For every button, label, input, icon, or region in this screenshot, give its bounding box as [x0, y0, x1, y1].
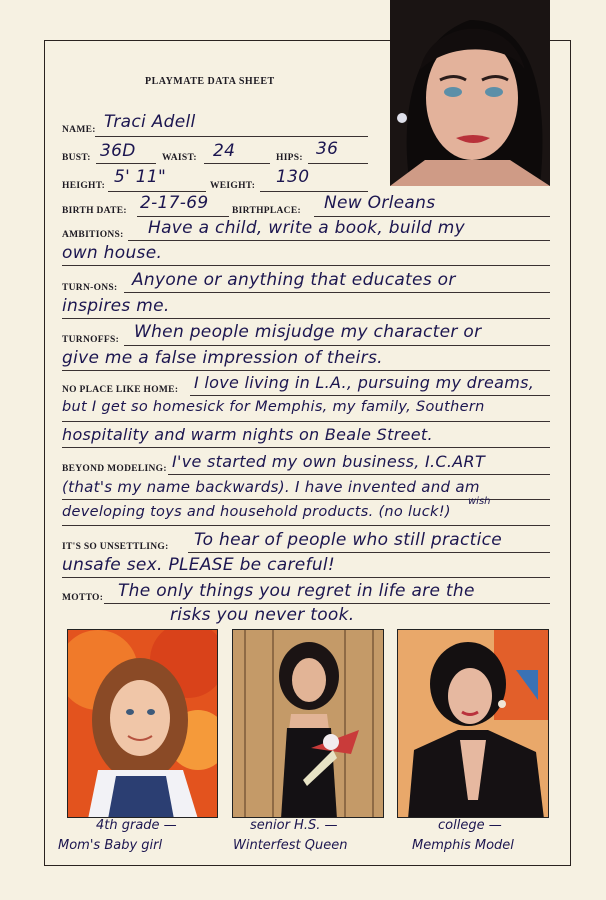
waist-label: WAIST:	[162, 153, 197, 163]
home-line-1: I love living in L.A., pursuing my dreams,	[194, 373, 535, 392]
birth-date-label: BIRTH DATE:	[62, 206, 127, 216]
home-line-3: hospitality and warm nights on Beale Street.	[62, 425, 433, 444]
bust-value: 36D	[100, 141, 136, 161]
turnoffs-line-1: When people misjudge my character or	[134, 322, 482, 342]
turnoffs-rule-1	[124, 345, 550, 346]
caption-college-bottom: Memphis Model	[412, 838, 514, 853]
photo-4th-grade-image	[68, 630, 218, 818]
turn-ons-rule-2	[62, 318, 550, 319]
beyond-line-2: (that's my name backwards). I have invented and am	[62, 478, 480, 496]
beyond-insert: wish	[468, 496, 491, 507]
caption-senior-hs-bottom: Winterfest Queen	[233, 838, 348, 853]
ambitions-rule-1	[128, 240, 550, 241]
beyond-rule-1	[168, 474, 550, 475]
no-place-like-home-label: NO PLACE LIKE HOME:	[62, 385, 179, 395]
unsettling-line-2: unsafe sex. PLEASE be careful!	[62, 555, 336, 575]
home-rule-1	[190, 395, 550, 396]
caption-4th-grade-bottom: Mom's Baby girl	[58, 838, 163, 853]
caption-college-top: college —	[438, 818, 502, 833]
beyond-line-3: developing toys and household products. (no luck!)	[62, 504, 451, 520]
sheet-title: PLAYMATE DATA SHEET	[145, 76, 275, 87]
name-rule	[95, 136, 368, 137]
ambitions-label: AMBITIONS:	[62, 230, 124, 240]
photo-senior-hs	[232, 629, 384, 818]
birth-date-rule	[137, 216, 229, 217]
turnoffs-label: TURNOFFS:	[62, 335, 120, 345]
turn-ons-rule-1	[124, 292, 550, 293]
waist-value: 24	[213, 141, 236, 161]
turnoffs-rule-2	[62, 370, 550, 371]
turn-ons-line-2: inspires me.	[62, 296, 170, 316]
birthplace-label: BIRTHPLACE:	[232, 206, 301, 216]
birth-date-value: 2-17-69	[140, 193, 209, 213]
photo-4th-grade	[67, 629, 218, 818]
portrait-photo	[390, 0, 550, 186]
bust-rule	[96, 163, 156, 164]
photo-senior-hs-image	[233, 630, 384, 818]
unsettling-rule-2	[62, 577, 550, 578]
caption-senior-hs-top: senior H.S. —	[250, 818, 338, 833]
height-rule	[108, 191, 206, 192]
photo-college-image	[398, 630, 549, 818]
hips-value: 36	[316, 139, 339, 159]
home-rule-3	[62, 447, 550, 448]
turnoffs-line-2: give me a false impression of theirs.	[62, 348, 383, 368]
weight-value: 130	[276, 167, 310, 187]
hips-rule	[308, 163, 368, 164]
ambitions-rule-2	[62, 265, 550, 266]
ambitions-line-1: Have a child, write a book, build my	[148, 218, 465, 238]
unsettling-rule-1	[188, 552, 550, 553]
beyond-line-1: I've started my own business, I.C.ART	[172, 452, 486, 471]
home-line-2: but I get so homesick for Memphis, my family, Southern	[62, 399, 485, 415]
turn-ons-line-1: Anyone or anything that educates or	[132, 270, 456, 290]
height-value: 5' 11"	[114, 167, 167, 187]
home-rule-2	[62, 421, 550, 422]
motto-rule	[104, 603, 550, 604]
ambitions-line-2: own house.	[62, 243, 163, 263]
motto-label: MOTTO:	[62, 593, 104, 603]
beyond-rule-3	[62, 525, 550, 526]
motto-line-2: risks you never took.	[170, 605, 355, 625]
motto-line-1: The only things you regret in life are the	[118, 581, 475, 601]
height-label: HEIGHT:	[62, 181, 106, 191]
beyond-modeling-label: BEYOND MODELING:	[62, 464, 167, 474]
turn-ons-label: TURN-ONS:	[62, 283, 118, 293]
name-value: Traci Adell	[104, 112, 196, 132]
portrait-photo-image	[390, 0, 550, 186]
bust-label: BUST:	[62, 153, 91, 163]
weight-rule	[260, 191, 368, 192]
name-label: NAME:	[62, 125, 96, 135]
hips-label: HIPS:	[276, 153, 303, 163]
waist-rule	[204, 163, 270, 164]
caption-4th-grade-top: 4th grade —	[96, 818, 177, 833]
photo-college	[397, 629, 549, 818]
unsettling-label: IT'S SO UNSETTLING:	[62, 542, 169, 552]
weight-label: WEIGHT:	[210, 181, 256, 191]
birthplace-rule	[314, 216, 550, 217]
birthplace-value: New Orleans	[324, 193, 436, 213]
unsettling-line-1: To hear of people who still practice	[194, 530, 503, 550]
